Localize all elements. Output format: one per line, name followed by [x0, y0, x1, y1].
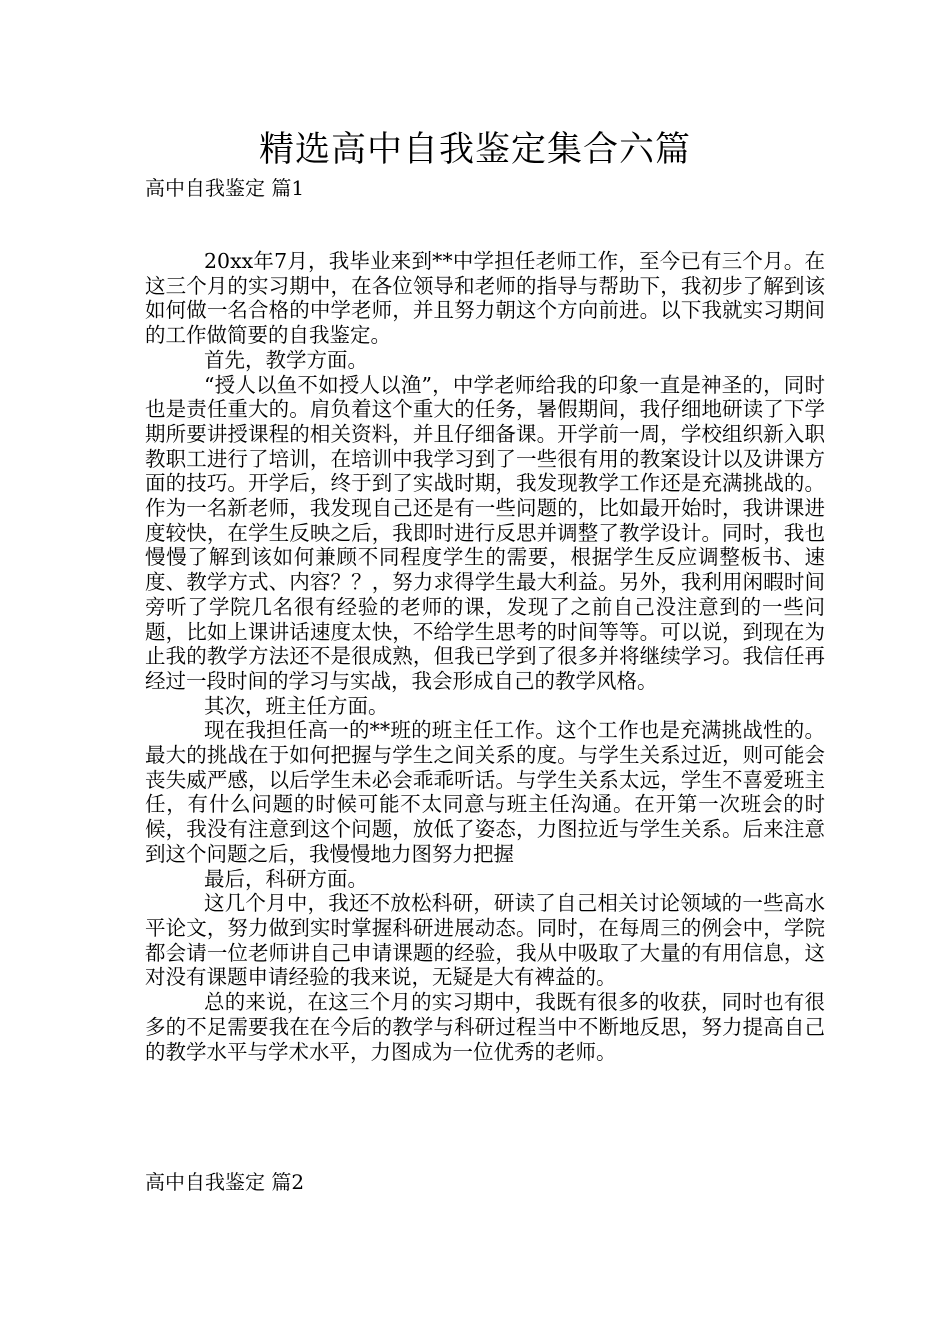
section-heading-1: 高中自我鉴定 篇1 [145, 176, 305, 200]
paragraph: 首先，教学方面。 [204, 347, 368, 372]
paragraph: “授人以鱼不如授人以渔”，中学老师给我的印象一直是神圣的，同时也是责任重大的。肩负着这个重大的任务，暑假期间，我仔细地研读了下学期所要讲授课程的相关资料，并且仔细备课。开学前一周，学校组织新入职教职工进行了培训，在培训中我学习到了一些很有用的教案设计以及讲课方面的技巧。开学后，终于到了实战时期，我发现教学工作还是充满挑战的。作为一名新老师，我发现自己还是有一些问题的，比如最开始时，我讲课进度较快，在学生反映之后，我即时进行反思并调整了教学设计。同时，我也慢慢了解到该如何兼顾不同程度学生的需要，根据学生反应调整板书、速度、教学方式、内容？？，努力求得学生最大利益。另外，我利用闲暇时间旁听了学院几名很有经验的老师的课，发现了之前自己没注意到的一些问题，比如上课讲话速度太快，不给学生思考的时间等等。可以说，到现在为止我的教学方法还不是很成熟，但我已学到了很多并将继续学习。我信任再经过一段时间的学习与实战，我会形成自己的教学风格。 [145, 372, 825, 693]
document-title: 精选高中自我鉴定集合六篇 [258, 130, 691, 170]
paragraph: 这几个月中，我还不放松科研，研读了自己相关讨论领域的一些高水平论文，努力做到实时掌握科研进展动态。同时，在每周三的例会中，学院都会请一位老师讲自己申请课题的经验，我从中吸取了大量的有用信息，这对没有课题申请经验的我来说，无疑是大有裨益的。 [145, 891, 825, 990]
paragraph: 总的来说，在这三个月的实习期中，我既有很多的收获，同时也有很多的不足需要我在在今后的教学与科研过程当中不断地反思，努力提高自己的教学水平与学术水平，力图成为一位优秀的老师。 [145, 990, 825, 1064]
section-heading-2: 高中自我鉴定 篇2 [145, 1170, 305, 1194]
paragraph: 现在我担任高一的**班的班主任工作。这个工作也是充满挑战性的。最大的挑战在于如何把握与学生之间关系的度。与学生关系过近，则可能会丧失威严感，以后学生未必会乖乖听话。与学生关系太远，学生不喜爱班主任，有什么问题的时候可能不太同意与班主任沟通。在开第一次班会的时候，我没有注意到这个问题，放低了姿态，力图拉近与学生关系。后来注意到这个问题之后，我慢慢地力图努力把握 [145, 718, 825, 866]
section-1-body [145, 249, 825, 1064]
paragraph: 其次，班主任方面。 [204, 693, 389, 718]
paragraph: 20xx年7月，我毕业来到**中学担任老师工作，至今已有三个月。在这三个月的实习期中，在各位领导和老师的指导与帮助下，我初步了解到该如何做一名合格的中学老师，并且努力朝这个方向前进。以下我就实习期间的工作做简要的自我鉴定。 [145, 249, 825, 348]
paragraph: 最后，科研方面。 [204, 866, 368, 891]
